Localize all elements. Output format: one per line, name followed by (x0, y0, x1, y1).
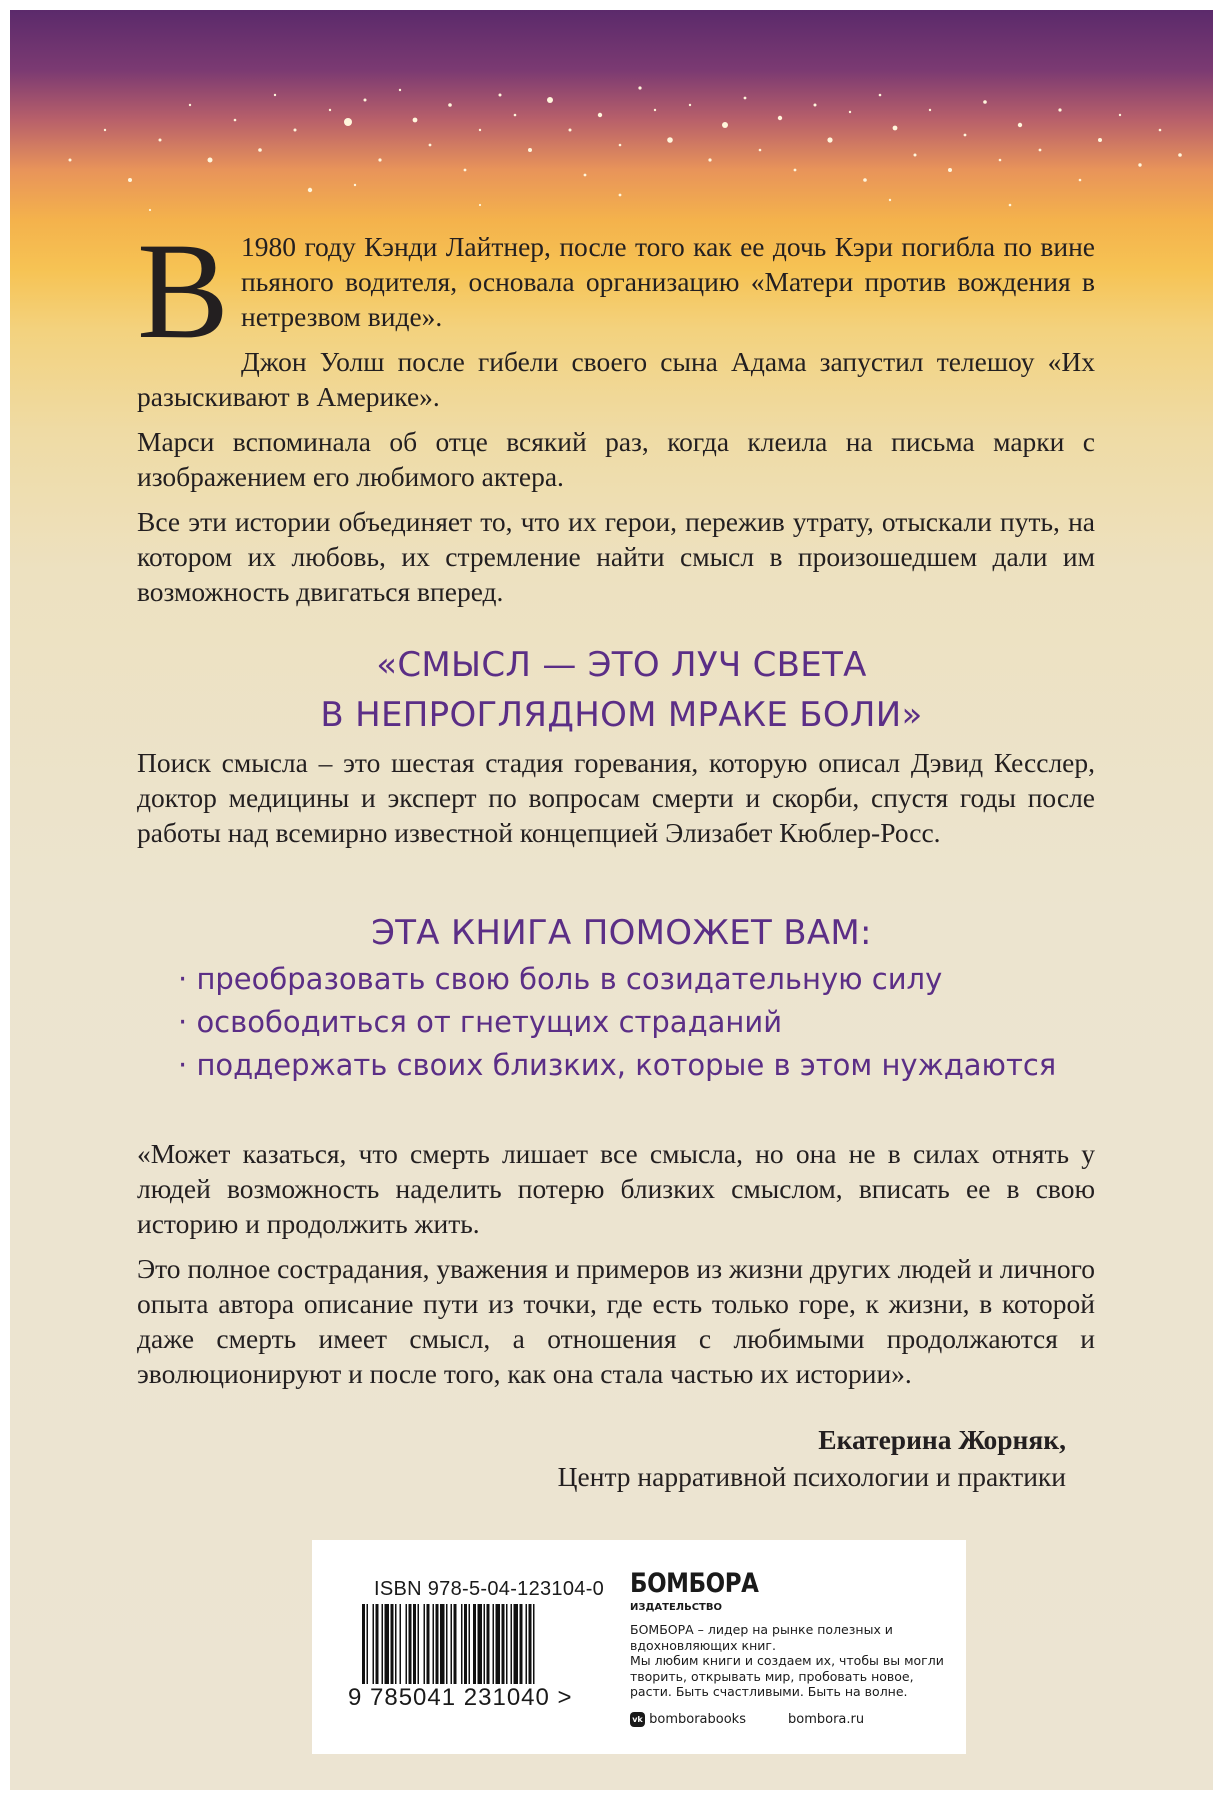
social-handle: bomborabooks (649, 1712, 746, 1727)
search-paragraph: Поиск смысла – это шестая стадия горевания, которую описал Дэвид Кесслер, доктор медицины и эксперт по вопросам смерти и скорби, спустя годы после работы над всемирно известной концепцией Элизабет Кюблер-Росс. (137, 747, 1095, 848)
quote-paragraph-1: «Может казаться, что смерть лишает все смысла, но она не в силах отнять у людей возможность наделить потерю близких смыслом, вписать ее в свою историю и продолжить жить. (137, 1138, 1095, 1239)
publisher-description (630, 1622, 950, 1700)
quote-paragraph-2: Это полное сострадания, уважения и примеров из жизни других людей и личного опыта автора описание пути из точки, где есть только горе, к жизни, в которой даже смерть имеет смысл, а отношения с любимыми продолжаются и эволюционируют и после того, как она стала частью их истории». (137, 1253, 1095, 1389)
isbn-text: ISBN 978-5-04-123104-0 (374, 1578, 605, 1600)
benefit-item: · освободиться от гнетущих страданий (178, 1001, 1056, 1044)
website-link[interactable]: bombora.ru (788, 1712, 865, 1727)
dropcap-letter: В (137, 214, 230, 367)
search-for-meaning-text (137, 745, 1095, 850)
publisher-subtitle: ИЗДАТЕЛЬСТВО (630, 1602, 722, 1613)
headline-line-1: «СМЫСЛ — ЭТО ЛУЧ СВЕТА (376, 645, 867, 685)
quote-signature (558, 1421, 1066, 1495)
intro-text (137, 214, 1095, 609)
benefit-item: · преобразовать свою боль в созидательную силу (178, 958, 1056, 1001)
vk-icon: vk (630, 1712, 645, 1727)
book-back-cover (10, 10, 1213, 1790)
headline-quote (20, 640, 1213, 740)
benefits-title: ЭТА КНИГА ПОМОЖЕТ ВАМ: (371, 913, 872, 953)
social-link[interactable] (630, 1712, 746, 1727)
headline-line-2: В НЕПРОГЛЯДНОМ МРАКЕ БОЛИ» (320, 695, 923, 735)
benefit-item: · поддержать своих близких, которые в этом нуждаются (178, 1044, 1056, 1087)
publisher-desc-line-2: Мы любим книги и создаем их, чтобы вы могли творить, открывать мир, пробовать новое, расти. Быть счастливыми. Быть на волне. (630, 1653, 944, 1699)
intro-paragraph-2: Джон Уолш после гибели своего сына Адама запустил телешоу «Их разыскивают в Америке». (137, 346, 1095, 412)
publisher-desc-line-1: БОМБОРА – лидер на рынке полезных и вдохновляющих книг. (630, 1622, 893, 1653)
intro-paragraph-1: 1980 году Кэнди Лайтнер, после того как ее дочь Кэри погибла по вине пьяного водителя, основала организацию «Матери против вождения в нетрезвом виде». (241, 231, 1095, 332)
intro-paragraph-3: Марси вспоминала об отце всякий раз, когда клеила на письма марки с изображением его любимого актера. (137, 426, 1095, 492)
intro-paragraph-4: Все эти истории объединяет то, что их герои, пережив утрату, отыскали путь, на котором их любовь, их стремление найти смысл в произошедшем дали им возможность двигаться вперед. (137, 506, 1095, 607)
benefits-list (178, 958, 1056, 1087)
signature-name: Екатерина Жорняк, (818, 1424, 1066, 1455)
publisher-info-box (312, 1540, 966, 1754)
starry-sky-decoration (10, 10, 1213, 230)
barcode-digits: 9 785041 231040 > (348, 1684, 608, 1712)
review-quote (137, 1136, 1095, 1391)
publisher-logo: БОМБОРА (630, 1568, 759, 1599)
signature-organization: Центр нарративной психологии и практики (557, 1461, 1066, 1492)
